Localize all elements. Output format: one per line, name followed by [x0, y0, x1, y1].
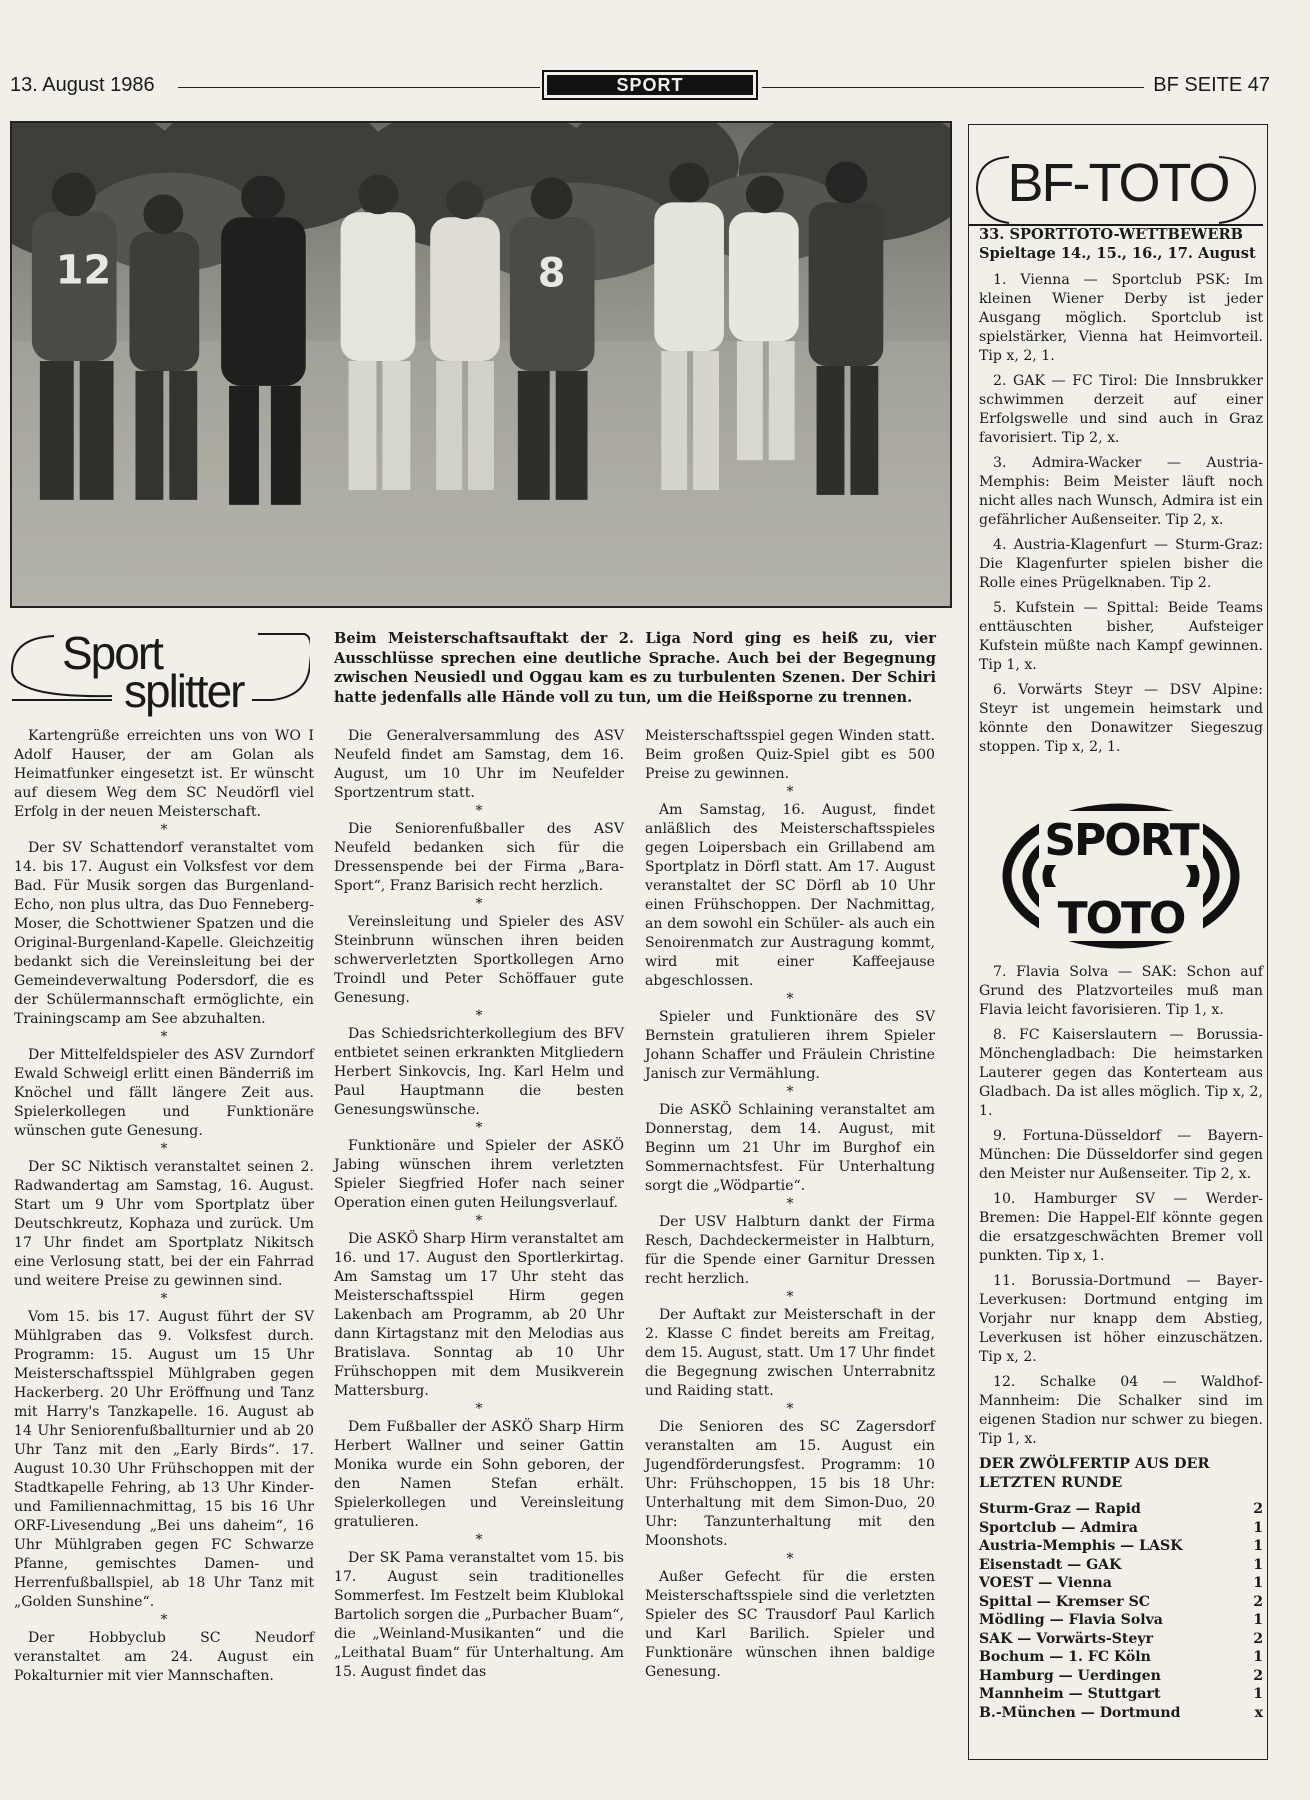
toto-tip: 5. Kufstein — Spittal: Beide Teams enttäuschten bisher, Aufsteiger Kufstein müßte nach Kampf gewinnen. Tip 1, x. — [979, 600, 1263, 673]
splitter-column-1 — [14, 727, 314, 1686]
result-match: Bochum — 1. FC Köln — [979, 1649, 1151, 1665]
result-tip: 2 — [1253, 1593, 1263, 1610]
sport-toto-logo — [999, 801, 1243, 951]
result-row — [979, 1685, 1263, 1704]
result-tip: x — [1254, 1704, 1263, 1721]
football-photo-illustration — [12, 123, 950, 606]
bf-toto-box — [968, 124, 1268, 1760]
news-item: Der Mittelfeldspieler des ASV Zurndorf Ewald Schweigl erlitt einen Bänderriß im Knöchel und fällt längere Zeit aus. Spielerkollegen und Funktionäre wünschen gute Genesung. — [14, 1047, 314, 1139]
result-row — [979, 1593, 1263, 1612]
jersey-number-8: 8 — [537, 250, 566, 297]
toto-tip: 7. Flavia Solva — SAK: Schon auf Grund des Platzvorteiles muß man Flavia leicht favorisieren. Tip 1, x. — [979, 964, 1263, 1018]
result-row — [979, 1667, 1263, 1686]
toto-tip: 2. GAK — FC Tirol: Die Innsbrukker schwimmen derzeit auf einer Erfolgswelle und sind auch in Graz favorisiert. Tip 2, x. — [979, 373, 1263, 446]
item-separator: * — [475, 1120, 483, 1136]
sportsplitter-word-sport: Sport — [62, 627, 162, 679]
section-label-box — [542, 70, 758, 100]
news-item: Die Generalversammlung des ASV Neufeld findet am Samstag, dem 16. August, um 10 Uhr im Neufelder Sportzentrum statt. — [334, 728, 624, 801]
result-match: Eisenstadt — GAK — [979, 1556, 1122, 1573]
item-separator: * — [160, 822, 168, 838]
news-item: Außer Gefecht für die ersten Meisterschaftsspiele sind die verletzten Spieler des SC Trausdorf Paul Karlich und Karl Barilich. Spieler und Funktionäre wünschen ihnen baldige Genesung. — [645, 1569, 935, 1680]
news-item: Der Auftakt zur Meisterschaft in der 2. Klasse C findet bereits am Freitag, dem 15. August, statt. Um 17 Uhr findet die Begegnung zwischen Unterrabnitz und Raiding statt. — [645, 1307, 935, 1399]
news-item: Die ASKÖ Schlaining veranstaltet am Donnerstag, dem 14. August, mit Beginn um 21 Uhr im Burghof ein Sommernachtsfest. Für Unterhaltung sorgt die „Wödpartie“. — [645, 1102, 935, 1194]
section-label: SPORT — [547, 75, 753, 95]
item-separator: * — [160, 1291, 168, 1307]
result-match: Spittal — Kremser SC — [979, 1593, 1150, 1610]
item-separator: * — [475, 1008, 483, 1024]
news-item: Der SV Schattendorf veranstaltet vom 14. bis 17. August ein Volksfest vor dem Bad. Für Musik sorgen das Burgenland-Echo, non plus ultra, das Duo Fenneberg-Moser, die Schottwiener Spatzen und die Original-Burgenland-Kapelle. Gleichzeitig bedankt sich die Vereinsleitung bei der Gemeindeverwaltung Podersdorf, die es der Schülermannschaft ermöglichte, ein Trainingscamp am See abzuhalten. — [14, 840, 314, 1027]
item-separator: * — [786, 1289, 794, 1305]
toto-tip: 6. Vorwärts Steyr — DSV Alpine: Steyr ist ungemein heimstark und könnte den Donawitzer Siegeszug stoppen. Tip x, 2, 1. — [979, 682, 1263, 755]
result-tip: 2 — [1253, 1501, 1263, 1517]
jersey-number-12: 12 — [55, 247, 112, 294]
toto-tips-upper — [979, 225, 1263, 763]
toto-tip: 10. Hamburger SV — Werder-Bremen: Die Happel-Elf könnte gegen die ersatzgeschwächten Bremer voll punkten. Tip x, 1. — [979, 1191, 1263, 1264]
toto-tip: 12. Schalke 04 — Waldhof-Mannheim: Die Schalker sind im eigenen Stadion nur schwer zu biegen. Tip 1, x. — [979, 1374, 1263, 1447]
item-separator: * — [475, 1401, 483, 1417]
result-match: VOEST — Vienna — [979, 1575, 1112, 1591]
result-row — [979, 1556, 1263, 1575]
result-tip: 1 — [1253, 1686, 1263, 1702]
header-rule-right — [762, 87, 1144, 88]
news-item: Dem Fußballer der ASKÖ Sharp Hirm Herbert Wallner und seiner Gattin Monika wurde ein Sohn geboren, der den Namen Stefan erhält. Spielerkollegen und Vereinsleitung gratulieren. — [334, 1419, 624, 1530]
result-row — [979, 1537, 1263, 1556]
result-row — [979, 1611, 1263, 1630]
result-match: Hamburg — Uerdingen — [979, 1667, 1161, 1684]
result-tip: 1 — [1253, 1519, 1263, 1536]
result-tip: 1 — [1253, 1556, 1263, 1573]
result-row — [979, 1519, 1263, 1538]
logo-word-sport: SPORT — [1044, 815, 1198, 866]
item-separator: * — [475, 896, 483, 912]
toto-tip: 4. Austria-Klagenfurt — Sturm-Graz: Die Klagenfurter spielen bisher die Rolle eines Prügelknaben. Tip 2. — [979, 537, 1263, 591]
news-item: Meisterschaftsspiel gegen Winden statt. Beim großen Quiz-Spiel gibt es 500 Preise zu gewinnen. — [645, 728, 935, 782]
toto-tips-lower — [979, 963, 1263, 1722]
results-title: DER ZWÖLFERTIP AUS DER LETZTEN RUNDE — [979, 1455, 1210, 1491]
result-row — [979, 1704, 1263, 1723]
splitter-column-3 — [645, 727, 935, 1682]
item-separator: * — [475, 1213, 483, 1229]
sportsplitter-word-splitter: splitter — [124, 665, 244, 717]
result-match: B.-München — Dortmund — [979, 1704, 1181, 1721]
bf-toto-header — [969, 149, 1267, 229]
toto-tip: 11. Borussia-Dortmund — Bayer-Leverkusen: Dortmund entging im Vorjahr nur knapp dem Abstieg, Leverkusen ist höher einzuschätzen. Tip x, 2. — [979, 1273, 1263, 1365]
item-separator: * — [786, 784, 794, 800]
page-number: BF SEITE 47 — [1153, 74, 1270, 96]
item-separator: * — [786, 1084, 794, 1100]
result-row — [979, 1574, 1263, 1593]
news-item: Die Seniorenfußballer des ASV Neufeld bedanken sich für die Dressenspende bei der Firma „Bara-Sport“, Franz Barisich recht herzlich. — [334, 821, 624, 894]
result-row — [979, 1500, 1263, 1519]
item-separator: * — [786, 1196, 794, 1212]
result-tip: 2 — [1253, 1667, 1263, 1684]
toto-competition-title: 33. SPORTTOTO-WETTBEWERB Spieltage 14., 15., 16., 17. August — [979, 226, 1256, 262]
item-separator: * — [786, 1401, 794, 1417]
news-item: Vereinsleitung und Spieler des ASV Steinbrunn wünschen ihren beiden schwerverletzten Sportkollegen Arno Troindl und Peter Schöffauer gute Genesung. — [334, 914, 624, 1006]
news-item: Kartengrüße erreichten uns von WO I Adolf Hauser, der am Golan als Heimatfunker eingesetzt ist. Er wünscht auf diesem Weg dem SC Neudörfl viel Erfolg in der neuen Meisterschaft. — [14, 728, 314, 820]
news-item: Der SK Pama veranstaltet vom 15. bis 17. August sein traditionelles Sommerfest. Im Festzelt beim Klublokal Bartolich sorgen die „Purbacher Buam“, die „Weinland-Musikanten“ und die „Leithatal Buam“ für Unterhaltung. Am 15. August findet das — [334, 1550, 624, 1680]
last-round-results — [979, 1455, 1263, 1722]
news-item: Am Samstag, 16. August, findet anläßlich des Meisterschaftsspieles gegen Loipersbach ein Grillabend am Sportplatz in Dörfl statt. Am 17. August veranstaltet der SC Dörfl ab 10 Uhr einen Frühschoppen. Der Nachmittag, an dem sowohl ein Schüler- als auch ein Senoirenmatch zur Austragung kommt, wird mit einer Kaffeejause abgeschlossen. — [645, 802, 935, 989]
news-item: Der USV Halbturn dankt der Firma Resch, Dachdeckermeister in Halbturn, für die Spende einer Garnitur Dressen recht herzlich. — [645, 1214, 935, 1287]
header-rule-left — [178, 87, 540, 88]
bf-toto-title: BF-TOTO — [1007, 153, 1229, 213]
toto-tip: 3. Admira-Wacker — Austria-Memphis: Beim Meister läuft noch nicht alles nach Wunsch, Admira ist ein gefährlicher Außenseiter. Tip 2, x. — [979, 455, 1263, 528]
item-separator: * — [475, 803, 483, 819]
toto-tip: 8. FC Kaiserslautern — Borussia-Mönchengladbach: Die heimstarken Lauterer gegen das Konterteam aus Gladbach. Da ist alles möglich. Tip x, 2, 1. — [979, 1027, 1263, 1119]
result-tip: 2 — [1253, 1630, 1263, 1647]
result-tip: 1 — [1253, 1538, 1263, 1554]
toto-tip: 1. Vienna — Sportclub PSK: Im kleinen Wiener Derby ist jeder Ausgang möglich. Sportclub ist spielstärker, Vienna hat Heimvorteil. Tip x, 2, 1. — [979, 272, 1263, 364]
result-tip: 1 — [1253, 1612, 1263, 1628]
news-item: Der SC Niktisch veranstaltet seinen 2. Radwandertag am Samstag, 16. August. Start um 9 Uhr vom Sportplatz über Deutschkreutz, Kophaza und zurück. Um 17 Uhr findet am Sportplatz Nikitsch eine Verlosung statt, bei der ein Fahrrad und weitere Preise zu gewinnen sind. — [14, 1159, 314, 1289]
result-match: Mödling — Flavia Solva — [979, 1612, 1163, 1628]
news-item: Der Hobbyclub SC Neudorf veranstaltet am 24. August ein Pokalturnier mit vier Mannschaften. — [14, 1630, 314, 1684]
result-match: Sturm-Graz — Rapid — [979, 1501, 1141, 1517]
sportsplitter-logo — [8, 627, 310, 717]
news-item: Vom 15. bis 17. August führt der SV Mühlgraben das 9. Volksfest durch. Programm: 15. August um 15 Uhr Meisterschaftsspiel Mühlgraben gegen Hackerberg. 20 Uhr Eröffnung und Tanz mit Harry's Tanzkapelle. 16. August ab 14 Uhr Seniorenfußballturnier und ab 20 Uhr Tanz mit den „Early Birds“. 17. August 10.30 Uhr Frühschoppen mit der Stadtkapelle Fehring, ab 13 Uhr Kinder- und Familiennachmittag, 15 bis 16 Uhr ORF-Livesendung „Bei uns daheim“, 16 Uhr Mühlgraben gegen FC Schwarze Pfanne, gemischtes Damen- und Herrenfußballspiel, ab 18 Uhr Tanz mit „Golden Sunshine“. — [14, 1309, 314, 1610]
result-match: Austria-Memphis — LASK — [979, 1538, 1183, 1554]
item-separator: * — [160, 1141, 168, 1157]
item-separator: * — [160, 1612, 168, 1628]
news-item: Spieler und Funktionäre des SV Bernstein gratulieren ihrem Spieler Johann Schaffer und Fräulein Christine Janisch zur Vermählung. — [645, 1009, 935, 1082]
item-separator: * — [475, 1532, 483, 1548]
news-item: Funktionäre und Spieler der ASKÖ Jabing wünschen ihrem verletzten Spieler Siegfried Hofer nach seiner Operation einen guten Heilungsverlauf. — [334, 1138, 624, 1211]
news-item: Das Schiedsrichterkollegium des BFV entbietet seinen erkrankten Mitgliedern Herbert Sinkovcis, Ing. Karl Helm und Paul Hauptmann die besten Genesungswünsche. — [334, 1026, 624, 1118]
result-match: Sportclub — Admira — [979, 1519, 1138, 1536]
result-row — [979, 1630, 1263, 1649]
logo-word-toto: TOTO — [1057, 893, 1185, 944]
football-photo — [10, 121, 952, 608]
result-match: SAK — Vorwärts-Steyr — [979, 1630, 1153, 1647]
item-separator: * — [786, 1551, 794, 1567]
toto-tip: 9. Fortuna-Düsseldorf — Bayern-München: Die Düsseldorfer sind gegen den Meister nur Außenseiter. Tip 2, x. — [979, 1128, 1263, 1182]
photo-caption: Beim Meisterschaftsauftakt der 2. Liga Nord ging es heiß zu, vier Ausschlüsse sprechen eine deutliche Sprache. Auch bei der Begegnung zwischen Neusiedl und Oggau kam es zu turbulenten Szenen. Der Schiri hatte jedenfalls alle Hände voll zu tun, um die Heißsporne zu trennen. — [334, 630, 936, 706]
result-row — [979, 1648, 1263, 1667]
item-separator: * — [786, 991, 794, 1007]
page-header — [10, 68, 1270, 104]
news-item: Die Senioren des SC Zagersdorf veranstalten am 15. August ein Jugendförderungsfest. Programm: 10 Uhr: Frühschoppen, 15 bis 18 Uhr: Unterhaltung mit dem Simon-Duo, 20 Uhr: Tanzunterhaltung mit den Moonshots. — [645, 1419, 935, 1549]
news-item: Die ASKÖ Sharp Hirm veranstaltet am 16. und 17. August den Sportlerkirtag. Am Samstag um 17 Uhr steht das Meisterschaftsspiel Hirm gegen Lakenbach am Programm, ab 20 Uhr dann Kirtagstanz mit den Melodias aus Bratislava. Sonntag ab 10 Uhr Frühschoppen mit dem Musikverein Mattersburg. — [334, 1231, 624, 1399]
result-tip: 1 — [1253, 1649, 1263, 1665]
item-separator: * — [160, 1029, 168, 1045]
result-match: Mannheim — Stuttgart — [979, 1686, 1161, 1702]
issue-date: 13. August 1986 — [10, 74, 155, 96]
splitter-column-2 — [334, 727, 624, 1682]
result-tip: 1 — [1253, 1575, 1263, 1591]
